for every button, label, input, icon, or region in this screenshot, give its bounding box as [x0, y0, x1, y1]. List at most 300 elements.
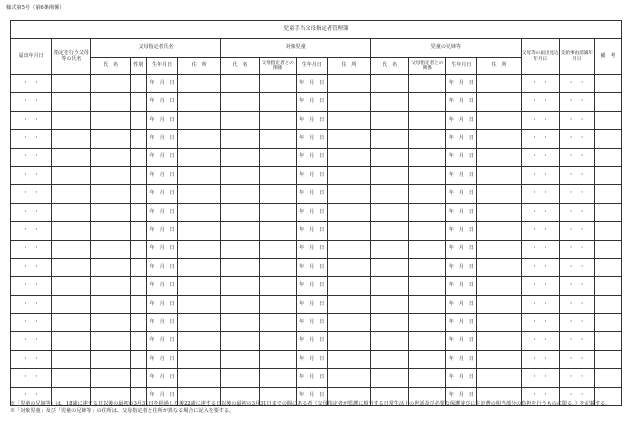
entry-cell[interactable] [371, 332, 409, 350]
entry-cell[interactable] [91, 75, 130, 93]
date-cell[interactable]: ・ ・ [11, 130, 52, 148]
birth-date-cell[interactable]: 年 月 日 [446, 240, 477, 258]
date-cell[interactable]: ・ ・ [11, 350, 52, 368]
entry-cell[interactable] [221, 222, 259, 240]
entry-cell[interactable] [221, 75, 259, 93]
date-cell[interactable]: ・ ・ [559, 111, 594, 129]
entry-cell[interactable] [371, 295, 409, 313]
date-cell[interactable]: ・ ・ [11, 332, 52, 350]
entry-cell[interactable] [259, 111, 296, 129]
entry-cell[interactable] [594, 185, 621, 203]
entry-cell[interactable] [327, 185, 370, 203]
entry-cell[interactable] [130, 185, 147, 203]
entry-cell[interactable] [130, 240, 147, 258]
entry-cell[interactable] [327, 314, 370, 332]
date-cell[interactable]: ・ ・ [521, 277, 559, 295]
entry-cell[interactable] [371, 314, 409, 332]
entry-cell[interactable] [178, 258, 221, 276]
entry-cell[interactable] [130, 111, 147, 129]
entry-cell[interactable] [409, 93, 446, 111]
entry-cell[interactable] [178, 166, 221, 184]
birth-date-cell[interactable]: 年 月 日 [147, 314, 178, 332]
entry-cell[interactable] [371, 277, 409, 295]
entry-cell[interactable] [594, 166, 621, 184]
entry-cell[interactable] [259, 258, 296, 276]
entry-cell[interactable] [259, 93, 296, 111]
entry-cell[interactable] [477, 93, 521, 111]
entry-cell[interactable] [259, 222, 296, 240]
entry-cell[interactable] [327, 203, 370, 221]
birth-date-cell[interactable]: 年 月 日 [446, 332, 477, 350]
birth-date-cell[interactable]: 年 月 日 [147, 93, 178, 111]
birth-date-cell[interactable]: 年 月 日 [446, 387, 477, 405]
entry-cell[interactable] [52, 111, 91, 129]
birth-date-cell[interactable]: 年 月 日 [446, 185, 477, 203]
birth-date-cell[interactable]: 年 月 日 [446, 203, 477, 221]
birth-date-cell[interactable]: 年 月 日 [446, 369, 477, 387]
entry-cell[interactable] [221, 332, 259, 350]
entry-cell[interactable] [371, 75, 409, 93]
birth-date-cell[interactable]: 年 月 日 [446, 75, 477, 93]
entry-cell[interactable] [594, 203, 621, 221]
entry-cell[interactable] [259, 240, 296, 258]
date-cell[interactable]: ・ ・ [559, 240, 594, 258]
entry-cell[interactable] [259, 166, 296, 184]
birth-date-cell[interactable]: 年 月 日 [446, 166, 477, 184]
entry-cell[interactable] [178, 332, 221, 350]
date-cell[interactable]: ・ ・ [521, 295, 559, 313]
entry-cell[interactable] [477, 240, 521, 258]
birth-date-cell[interactable]: 年 月 日 [446, 222, 477, 240]
entry-cell[interactable] [221, 185, 259, 203]
entry-cell[interactable] [221, 93, 259, 111]
entry-cell[interactable] [52, 332, 91, 350]
entry-cell[interactable] [371, 148, 409, 166]
entry-cell[interactable] [178, 93, 221, 111]
birth-date-cell[interactable]: 年 月 日 [147, 148, 178, 166]
birth-date-cell[interactable]: 年 月 日 [147, 203, 178, 221]
birth-date-cell[interactable]: 年 月 日 [147, 350, 178, 368]
entry-cell[interactable] [327, 148, 370, 166]
entry-cell[interactable] [409, 148, 446, 166]
entry-cell[interactable] [221, 369, 259, 387]
birth-date-cell[interactable]: 年 月 日 [147, 75, 178, 93]
entry-cell[interactable] [130, 277, 147, 295]
birth-date-cell[interactable]: 年 月 日 [147, 166, 178, 184]
birth-date-cell[interactable]: 年 月 日 [296, 166, 327, 184]
birth-date-cell[interactable]: 年 月 日 [147, 240, 178, 258]
date-cell[interactable]: ・ ・ [11, 277, 52, 295]
entry-cell[interactable] [477, 111, 521, 129]
entry-cell[interactable] [477, 350, 521, 368]
entry-cell[interactable] [409, 203, 446, 221]
date-cell[interactable]: ・ ・ [559, 203, 594, 221]
date-cell[interactable]: ・ ・ [11, 111, 52, 129]
entry-cell[interactable] [409, 185, 446, 203]
entry-cell[interactable] [130, 369, 147, 387]
entry-cell[interactable] [221, 111, 259, 129]
birth-date-cell[interactable]: 年 月 日 [147, 111, 178, 129]
entry-cell[interactable] [91, 295, 130, 313]
birth-date-cell[interactable]: 年 月 日 [296, 111, 327, 129]
entry-cell[interactable] [477, 332, 521, 350]
date-cell[interactable]: ・ ・ [11, 93, 52, 111]
entry-cell[interactable] [409, 277, 446, 295]
header-sibling-relation: 父母指定者との関係 [409, 58, 446, 75]
entry-cell[interactable] [91, 314, 130, 332]
entry-cell[interactable] [52, 350, 91, 368]
entry-cell[interactable] [477, 295, 521, 313]
birth-date-cell[interactable]: 年 月 日 [147, 185, 178, 203]
date-cell[interactable]: ・ ・ [521, 258, 559, 276]
date-cell[interactable]: ・ ・ [11, 75, 52, 93]
entry-cell[interactable] [52, 277, 91, 295]
form-number: 様式第5号（第6条関係） [6, 5, 65, 11]
entry-cell[interactable] [178, 369, 221, 387]
entry-cell[interactable] [409, 369, 446, 387]
date-cell[interactable]: ・ ・ [521, 203, 559, 221]
entry-cell[interactable] [52, 295, 91, 313]
birth-date-cell[interactable]: 年 月 日 [147, 222, 178, 240]
entry-cell[interactable] [221, 295, 259, 313]
date-cell[interactable]: ・ ・ [559, 350, 594, 368]
birth-date-cell[interactable]: 年 月 日 [296, 369, 327, 387]
entry-cell[interactable] [221, 130, 259, 148]
date-cell[interactable]: ・ ・ [521, 185, 559, 203]
date-cell[interactable]: ・ ・ [521, 166, 559, 184]
entry-cell[interactable] [409, 130, 446, 148]
date-cell[interactable]: ・ ・ [11, 148, 52, 166]
entry-cell[interactable] [477, 203, 521, 221]
entry-cell[interactable] [477, 277, 521, 295]
entry-cell[interactable] [91, 111, 130, 129]
entry-cell[interactable] [91, 222, 130, 240]
entry-cell[interactable] [409, 240, 446, 258]
entry-cell[interactable] [371, 350, 409, 368]
entry-cell[interactable] [409, 111, 446, 129]
birth-date-cell[interactable]: 年 月 日 [296, 332, 327, 350]
entry-cell[interactable] [409, 314, 446, 332]
date-cell[interactable]: ・ ・ [559, 222, 594, 240]
entry-cell[interactable] [371, 166, 409, 184]
entry-cell[interactable] [327, 350, 370, 368]
date-cell[interactable]: ・ ・ [11, 185, 52, 203]
entry-cell[interactable] [371, 130, 409, 148]
entry-cell[interactable] [477, 258, 521, 276]
entry-cell[interactable] [130, 222, 147, 240]
birth-date-cell[interactable]: 年 月 日 [446, 350, 477, 368]
entry-cell[interactable] [91, 93, 130, 111]
entry-cell[interactable] [91, 258, 130, 276]
date-cell[interactable]: ・ ・ [559, 93, 594, 111]
entry-cell[interactable] [371, 222, 409, 240]
date-cell[interactable]: ・ ・ [521, 148, 559, 166]
entry-cell[interactable] [371, 185, 409, 203]
entry-cell[interactable] [259, 277, 296, 295]
birth-date-cell[interactable]: 年 月 日 [446, 277, 477, 295]
header-designated-parent: 父母指定者氏名 [91, 39, 221, 58]
entry-cell[interactable] [178, 148, 221, 166]
date-cell[interactable]: ・ ・ [521, 111, 559, 129]
entry-cell[interactable] [52, 130, 91, 148]
entry-cell[interactable] [52, 203, 91, 221]
date-cell[interactable]: ・ ・ [521, 93, 559, 111]
date-cell[interactable]: ・ ・ [521, 314, 559, 332]
entry-cell[interactable] [259, 350, 296, 368]
date-cell[interactable]: ・ ・ [521, 240, 559, 258]
date-cell[interactable]: ・ ・ [11, 203, 52, 221]
date-cell[interactable]: ・ ・ [559, 295, 594, 313]
date-cell[interactable]: ・ ・ [521, 222, 559, 240]
date-cell[interactable]: ・ ・ [559, 130, 594, 148]
entry-cell[interactable] [594, 332, 621, 350]
entry-cell[interactable] [178, 350, 221, 368]
entry-cell[interactable] [594, 148, 621, 166]
entry-cell[interactable] [594, 75, 621, 93]
entry-cell[interactable] [130, 295, 147, 313]
entry-cell[interactable] [327, 222, 370, 240]
date-cell[interactable]: ・ ・ [521, 350, 559, 368]
entry-cell[interactable] [130, 166, 147, 184]
birth-date-cell[interactable]: 年 月 日 [147, 369, 178, 387]
entry-cell[interactable] [221, 240, 259, 258]
birth-date-cell[interactable]: 年 月 日 [147, 387, 178, 405]
entry-cell[interactable] [178, 277, 221, 295]
entry-cell[interactable] [52, 185, 91, 203]
entry-cell[interactable] [259, 148, 296, 166]
entry-cell[interactable] [259, 130, 296, 148]
date-cell[interactable]: ・ ・ [11, 387, 52, 405]
date-cell[interactable]: ・ ・ [11, 314, 52, 332]
entry-cell[interactable] [130, 148, 147, 166]
date-cell[interactable]: ・ ・ [521, 75, 559, 93]
entry-cell[interactable] [327, 295, 370, 313]
birth-date-cell[interactable]: 年 月 日 [446, 314, 477, 332]
birth-date-cell[interactable]: 年 月 日 [147, 130, 178, 148]
entry-cell[interactable] [409, 332, 446, 350]
entry-cell[interactable] [259, 332, 296, 350]
entry-cell[interactable] [178, 75, 221, 93]
entry-cell[interactable] [130, 203, 147, 221]
entry-cell[interactable] [259, 185, 296, 203]
header-remarks: 備 考 [594, 39, 621, 75]
entry-cell[interactable] [594, 369, 621, 387]
entry-cell[interactable] [178, 185, 221, 203]
entry-cell[interactable] [409, 166, 446, 184]
entry-cell[interactable] [594, 258, 621, 276]
date-cell[interactable]: ・ ・ [521, 130, 559, 148]
birth-date-cell[interactable]: 年 月 日 [147, 277, 178, 295]
entry-cell[interactable] [91, 350, 130, 368]
table-row [11, 277, 622, 295]
birth-date-cell[interactable]: 年 月 日 [296, 295, 327, 313]
entry-cell[interactable] [221, 166, 259, 184]
date-cell[interactable]: ・ ・ [11, 295, 52, 313]
entry-cell[interactable] [221, 203, 259, 221]
entry-cell[interactable] [327, 93, 370, 111]
entry-cell[interactable] [327, 332, 370, 350]
birth-date-cell[interactable]: 年 月 日 [446, 130, 477, 148]
date-cell[interactable]: ・ ・ [559, 369, 594, 387]
entry-cell[interactable] [259, 75, 296, 93]
entry-cell[interactable] [130, 75, 147, 93]
entry-cell[interactable] [409, 295, 446, 313]
entry-cell[interactable] [91, 148, 130, 166]
date-cell[interactable]: ・ ・ [559, 277, 594, 295]
entry-cell[interactable] [594, 240, 621, 258]
entry-cell[interactable] [594, 350, 621, 368]
entry-cell[interactable] [371, 93, 409, 111]
entry-cell[interactable] [259, 314, 296, 332]
entry-cell[interactable] [594, 295, 621, 313]
entry-cell[interactable] [178, 203, 221, 221]
entry-cell[interactable] [594, 93, 621, 111]
entry-cell[interactable] [371, 369, 409, 387]
birth-date-cell[interactable]: 年 月 日 [296, 185, 327, 203]
entry-cell[interactable] [130, 258, 147, 276]
entry-cell[interactable] [221, 277, 259, 295]
entry-cell[interactable] [52, 222, 91, 240]
entry-cell[interactable] [259, 203, 296, 221]
date-cell[interactable]: ・ ・ [521, 387, 559, 405]
entry-cell[interactable] [221, 148, 259, 166]
birth-date-cell[interactable]: 年 月 日 [296, 148, 327, 166]
date-cell[interactable]: ・ ・ [521, 332, 559, 350]
date-cell[interactable]: ・ ・ [559, 185, 594, 203]
birth-date-cell[interactable]: 年 月 日 [296, 277, 327, 295]
entry-cell[interactable] [477, 314, 521, 332]
entry-cell[interactable] [130, 93, 147, 111]
entry-cell[interactable] [178, 222, 221, 240]
entry-cell[interactable] [52, 314, 91, 332]
date-cell[interactable]: ・ ・ [11, 258, 52, 276]
birth-date-cell[interactable]: 年 月 日 [147, 295, 178, 313]
entry-cell[interactable] [327, 258, 370, 276]
date-cell[interactable]: ・ ・ [559, 148, 594, 166]
birth-date-cell[interactable]: 年 月 日 [296, 93, 327, 111]
date-cell[interactable]: ・ ・ [559, 387, 594, 405]
entry-cell[interactable] [327, 240, 370, 258]
entry-cell[interactable] [371, 203, 409, 221]
entry-cell[interactable] [178, 240, 221, 258]
entry-cell[interactable] [178, 314, 221, 332]
entry-cell[interactable] [477, 148, 521, 166]
entry-cell[interactable] [52, 240, 91, 258]
birth-date-cell[interactable]: 年 月 日 [147, 258, 178, 276]
entry-cell[interactable] [91, 166, 130, 184]
birth-date-cell[interactable]: 年 月 日 [296, 222, 327, 240]
entry-cell[interactable] [91, 240, 130, 258]
birth-date-cell[interactable]: 年 月 日 [446, 111, 477, 129]
entry-cell[interactable] [221, 350, 259, 368]
birth-date-cell[interactable]: 年 月 日 [446, 295, 477, 313]
date-cell[interactable]: ・ ・ [559, 166, 594, 184]
entry-cell[interactable] [221, 258, 259, 276]
entry-cell[interactable] [477, 185, 521, 203]
birth-date-cell[interactable]: 年 月 日 [296, 203, 327, 221]
entry-cell[interactable] [52, 166, 91, 184]
birth-date-cell[interactable]: 年 月 日 [296, 75, 327, 93]
birth-date-cell[interactable]: 年 月 日 [446, 93, 477, 111]
entry-cell[interactable] [130, 314, 147, 332]
entry-cell[interactable] [477, 369, 521, 387]
entry-cell[interactable] [409, 75, 446, 93]
entry-cell[interactable] [477, 222, 521, 240]
entry-cell[interactable] [259, 295, 296, 313]
date-cell[interactable]: ・ ・ [11, 369, 52, 387]
entry-cell[interactable] [178, 295, 221, 313]
date-cell[interactable]: ・ ・ [11, 166, 52, 184]
date-cell[interactable]: ・ ・ [559, 314, 594, 332]
entry-cell[interactable] [327, 166, 370, 184]
entry-cell[interactable] [594, 314, 621, 332]
entry-cell[interactable] [91, 185, 130, 203]
entry-cell[interactable] [259, 369, 296, 387]
entry-cell[interactable] [178, 111, 221, 129]
entry-cell[interactable] [594, 111, 621, 129]
date-cell[interactable]: ・ ・ [559, 258, 594, 276]
date-cell[interactable]: ・ ・ [11, 240, 52, 258]
date-cell[interactable]: ・ ・ [559, 332, 594, 350]
entry-cell[interactable] [52, 369, 91, 387]
date-cell[interactable]: ・ ・ [521, 369, 559, 387]
entry-cell[interactable] [130, 350, 147, 368]
entry-cell[interactable] [371, 258, 409, 276]
birth-date-cell[interactable]: 年 月 日 [296, 130, 327, 148]
entry-cell[interactable] [327, 111, 370, 129]
birth-date-cell[interactable]: 年 月 日 [446, 148, 477, 166]
entry-cell[interactable] [477, 75, 521, 93]
entry-cell[interactable] [130, 332, 147, 350]
entry-cell[interactable] [221, 314, 259, 332]
birth-date-cell[interactable]: 年 月 日 [296, 258, 327, 276]
entry-cell[interactable] [327, 75, 370, 93]
entry-cell[interactable] [594, 130, 621, 148]
entry-cell[interactable] [327, 369, 370, 387]
date-cell[interactable]: ・ ・ [11, 222, 52, 240]
entry-cell[interactable] [178, 130, 221, 148]
entry-cell[interactable] [327, 130, 370, 148]
birth-date-cell[interactable]: 年 月 日 [296, 240, 327, 258]
entry-cell[interactable] [594, 277, 621, 295]
entry-cell[interactable] [52, 93, 91, 111]
birth-date-cell[interactable]: 年 月 日 [296, 350, 327, 368]
entry-cell[interactable] [477, 166, 521, 184]
entry-cell[interactable] [91, 369, 130, 387]
entry-cell[interactable] [130, 130, 147, 148]
entry-cell[interactable] [371, 111, 409, 129]
birth-date-cell[interactable]: 年 月 日 [446, 258, 477, 276]
entry-cell[interactable] [91, 203, 130, 221]
birth-date-cell[interactable]: 年 月 日 [296, 314, 327, 332]
entry-cell[interactable] [371, 240, 409, 258]
entry-cell[interactable] [409, 258, 446, 276]
entry-cell[interactable] [52, 75, 91, 93]
entry-cell[interactable] [91, 130, 130, 148]
entry-cell[interactable] [477, 130, 521, 148]
date-cell[interactable]: ・ ・ [559, 75, 594, 93]
birth-date-cell[interactable]: 年 月 日 [147, 332, 178, 350]
entry-cell[interactable] [594, 222, 621, 240]
entry-cell[interactable] [52, 258, 91, 276]
entry-cell[interactable] [327, 277, 370, 295]
entry-cell[interactable] [409, 222, 446, 240]
entry-cell[interactable] [52, 148, 91, 166]
birth-date-cell[interactable]: 年 月 日 [296, 387, 327, 405]
entry-cell[interactable] [409, 350, 446, 368]
entry-cell[interactable] [91, 277, 130, 295]
entry-cell[interactable] [91, 332, 130, 350]
